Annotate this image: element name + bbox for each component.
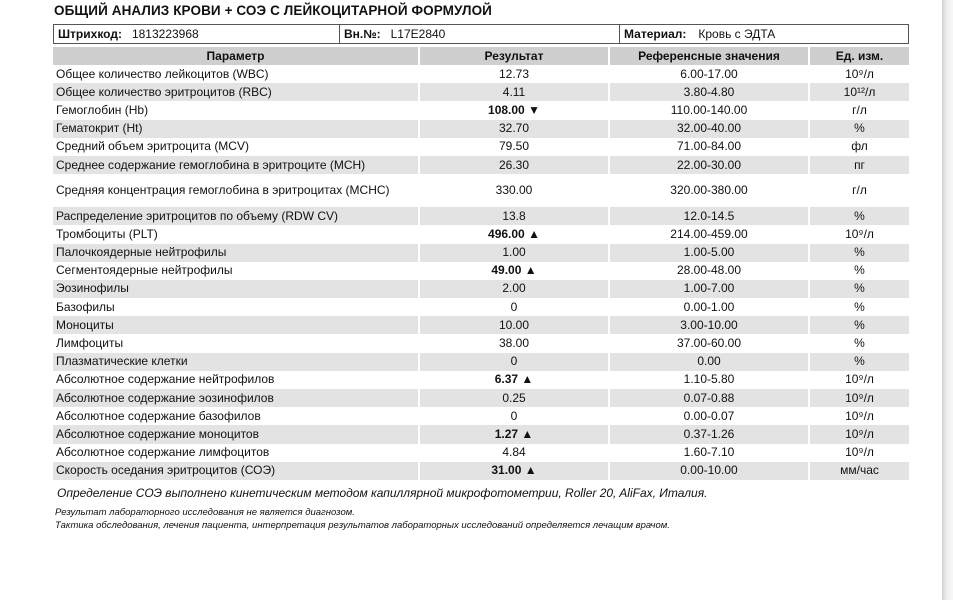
result-cell-flagged: 31.00 ▲: [419, 462, 609, 480]
result-cell: 1.00: [419, 244, 609, 262]
table-row: [53, 298, 909, 316]
barcode-value: 1813223968: [131, 27, 199, 41]
reference-cell: 3.80-4.80: [609, 83, 809, 101]
column-header-parameter: Параметр: [53, 47, 419, 65]
reference-cell: 0.37-1.26: [609, 425, 809, 443]
parameter-cell: Сегментоядерные нейтрофилы: [56, 263, 233, 278]
table-row: [53, 244, 909, 262]
results-table: [53, 47, 909, 480]
parameter-cell: Распределение эритроцитов по объему (RDW CV): [53, 207, 419, 225]
result-cell: 4.84: [419, 444, 609, 462]
table-row: [53, 425, 909, 443]
result-cell: 32.70: [419, 120, 609, 138]
reference-cell: 37.00-60.00: [609, 334, 809, 352]
table-row: [53, 138, 909, 156]
page-edge-shadow: [942, 0, 953, 600]
disclaimer-diagnosis: Результат лабораторного исследования не является диагнозом.: [55, 507, 355, 518]
reference-cell: 32.00-40.00: [609, 120, 809, 138]
parameter-cell: Лимфоциты: [56, 336, 124, 351]
unit-cell: %: [809, 262, 909, 280]
result-cell: 4.11: [419, 83, 609, 101]
unit-cell: 10⁹/л: [809, 389, 909, 407]
parameter-cell: Палочкоядерные нейтрофилы: [53, 244, 419, 262]
result-cell: 79.50: [419, 138, 609, 156]
column-header-result: Результат: [419, 47, 609, 65]
table-header-row: [53, 47, 909, 65]
result-cell: 10.00: [419, 316, 609, 334]
reference-cell: 6.00-17.00: [609, 65, 809, 83]
parameter-cell: Абсолютное содержание нейтрофилов: [56, 372, 275, 387]
material-value: Кровь с ЭДТА: [698, 27, 776, 41]
table-row: [53, 262, 909, 280]
unit-cell: 10⁹/л: [809, 65, 909, 83]
reference-cell: 22.00-30.00: [609, 156, 809, 174]
unit-cell: 10¹²/л: [809, 83, 909, 101]
method-note: Определение СОЭ выполнено кинетическим методом капиллярной микрофотометрии, Roller 20, AliFax, Италия.: [57, 486, 708, 500]
unit-cell: фл: [809, 138, 909, 156]
result-cell-flagged: 1.27 ▲: [419, 425, 609, 443]
unit-cell: мм/час: [809, 462, 909, 480]
reference-cell: 1.00-7.00: [609, 280, 809, 298]
table-row: [53, 462, 909, 480]
reference-cell: 12.0-14.5: [609, 207, 809, 225]
reference-cell: 1.60-7.10: [609, 444, 809, 462]
reference-cell: 214.00-459.00: [609, 225, 809, 243]
parameter-cell: Эозинофилы: [53, 280, 419, 298]
parameter-cell: Абсолютное содержание моноцитов: [53, 425, 419, 443]
unit-cell: %: [809, 120, 909, 138]
parameter-cell: Гемоглобин (Hb): [56, 102, 149, 117]
reference-cell: 0.00-10.00: [609, 462, 809, 480]
table-row: [53, 407, 909, 425]
table-row: [53, 371, 909, 389]
table-row: [53, 207, 909, 225]
result-cell: 330.00: [419, 174, 609, 207]
unit-cell: %: [809, 316, 909, 334]
reference-cell: 3.00-10.00: [609, 316, 809, 334]
column-header-unit: Ед. изм.: [809, 47, 909, 65]
unit-cell: пг: [809, 156, 909, 174]
unit-cell: %: [809, 207, 909, 225]
table-row: [53, 120, 909, 138]
reference-cell: 0.00: [609, 353, 809, 371]
table-row: [53, 389, 909, 407]
result-cell-flagged: 108.00 ▼: [419, 101, 609, 119]
result-cell: 12.73: [419, 65, 609, 83]
parameter-cell: Тромбоциты (PLT): [56, 226, 158, 241]
parameter-cell: Моноциты: [53, 316, 419, 334]
result-cell: 0: [419, 407, 609, 425]
table-row: [53, 174, 909, 207]
parameter-cell: Скорость оседания эритроцитов (СОЭ): [53, 462, 419, 480]
table-row: [53, 316, 909, 334]
unit-cell: 10⁹/л: [809, 407, 909, 425]
internal-number-cell: [339, 25, 619, 43]
parameter-cell: Общее количество эритроцитов (RBC): [53, 83, 419, 101]
unit-cell: %: [809, 298, 909, 316]
reference-cell: 1.00-5.00: [609, 244, 809, 262]
result-cell: 2.00: [419, 280, 609, 298]
table-row: [53, 65, 909, 83]
internal-number-value: L17E2840: [390, 27, 446, 41]
result-cell: 38.00: [419, 334, 609, 352]
parameter-cell: Абсолютное содержание лимфоцитов: [56, 445, 270, 460]
result-cell: 13.8: [419, 207, 609, 225]
parameter-cell: Абсолютное содержание базофилов: [56, 408, 261, 423]
unit-cell: %: [809, 334, 909, 352]
parameter-cell: Плазматические клетки: [53, 353, 419, 371]
parameter-cell: Абсолютное содержание эозинофилов: [53, 389, 419, 407]
barcode-cell: [54, 25, 339, 43]
result-cell-flagged: 49.00 ▲: [419, 262, 609, 280]
result-cell-flagged: 6.37 ▲: [419, 371, 609, 389]
column-header-reference: Референсные значения: [609, 47, 809, 65]
reference-cell: 71.00-84.00: [609, 138, 809, 156]
reference-cell: 28.00-48.00: [609, 262, 809, 280]
result-cell: 0: [419, 298, 609, 316]
reference-cell: 320.00-380.00: [609, 174, 809, 207]
unit-cell: 10⁹/л: [809, 425, 909, 443]
table-row: [53, 280, 909, 298]
result-cell: 0: [419, 353, 609, 371]
result-cell: 0.25: [419, 389, 609, 407]
reference-cell: 110.00-140.00: [609, 101, 809, 119]
disclaimer-interpretation: Тактика обследования, лечения пациента, интерпретация результатов лабораторных исследований определяется лечащим врачом.: [55, 520, 670, 531]
unit-cell: %: [809, 244, 909, 262]
unit-cell: 10⁹/л: [809, 371, 909, 389]
parameter-cell: Средняя концентрация гемоглобина в эритроцитах (MCHC): [56, 183, 390, 198]
table-row: [53, 156, 909, 174]
table-row: [53, 334, 909, 352]
barcode-label: Штрихкод:: [58, 27, 122, 41]
reference-cell: 0.00-0.07: [609, 407, 809, 425]
parameter-cell: Гематокрит (Ht): [53, 120, 419, 138]
table-row: [53, 444, 909, 462]
reference-cell: 1.10-5.80: [609, 371, 809, 389]
table-row: [53, 225, 909, 243]
material-label: Материал:: [624, 27, 687, 41]
parameter-cell: Среднее содержание гемоглобина в эритроците (MCH): [53, 156, 419, 174]
unit-cell: г/л: [809, 101, 909, 119]
reference-cell: 0.00-1.00: [609, 298, 809, 316]
unit-cell: 10⁹/л: [809, 225, 909, 243]
unit-cell: %: [809, 280, 909, 298]
result-cell: 26.30: [419, 156, 609, 174]
report-title: ОБЩИЙ АНАЛИЗ КРОВИ + СОЭ С ЛЕЙКОЦИТАРНОЙ ФОРМУЛОЙ: [54, 3, 492, 18]
internal-number-label: Вн.№:: [344, 27, 381, 41]
unit-cell: 10⁹/л: [809, 444, 909, 462]
table-row: [53, 101, 909, 119]
unit-cell: г/л: [809, 174, 909, 207]
material-cell: [619, 25, 908, 43]
result-cell-flagged: 496.00 ▲: [419, 225, 609, 243]
parameter-cell: Средний объем эритроцита (MCV): [56, 139, 249, 154]
table-row: [53, 353, 909, 371]
sample-info-bar: [53, 24, 909, 44]
parameter-cell: Базофилы: [56, 299, 115, 314]
parameter-cell: Общее количество лейкоцитов (WBC): [56, 66, 269, 81]
reference-cell: 0.07-0.88: [609, 389, 809, 407]
table-row: [53, 83, 909, 101]
unit-cell: %: [809, 353, 909, 371]
